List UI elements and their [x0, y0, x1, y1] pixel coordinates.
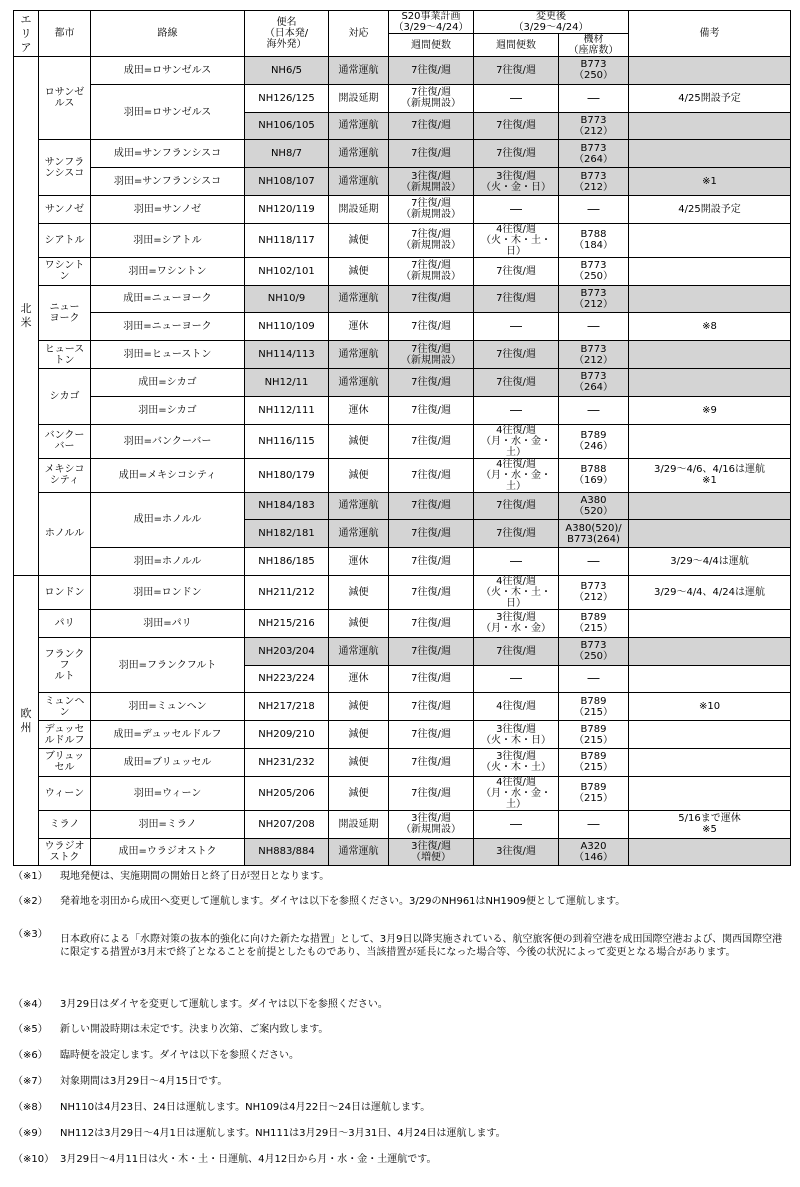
table-row	[14, 57, 791, 85]
equipment-cell: B773 （212）	[559, 168, 629, 196]
header-flight: 便名 （日本発/ 海外発）	[245, 11, 329, 57]
table-row	[14, 575, 791, 609]
city-cell: ヒュース トン	[39, 341, 91, 369]
after-weekly-cell: 7往復/週	[474, 492, 559, 520]
route-cell: 羽田=パリ	[91, 609, 245, 637]
footnote-text: 3月29日はダイヤを変更して運航します。ダイヤは以下を参照ください。	[60, 999, 388, 1010]
after-weekly-cell: ―	[474, 195, 559, 223]
action-cell: 減便	[329, 257, 389, 285]
route-cell: 羽田=ワシントン	[91, 257, 245, 285]
after-weekly-cell: 7往復/週	[474, 257, 559, 285]
footnote-text: NH112は3月29日～4月1日は運航します。NH111は3月29日～3月31日、4月24日は運航します。	[60, 1128, 506, 1139]
city-cell: フランクフ ルト	[39, 637, 91, 693]
footnote-text: 日本政府による「水際対策の抜本的強化に向けた新たな措置」として、3月9日以降実施されている、航空旅客便の到着空港を成田国際空港および、関西国際空港に限定する措置が3月末で終了となることを前提としたものであり、当該措置が延長になった場合等、今後の状況によって変更となる場合があります。	[60, 934, 783, 958]
route-cell: 羽田=サンフランシスコ	[91, 168, 245, 196]
equipment-cell: B773 （264）	[559, 368, 629, 396]
plan-weekly-cell: 7往復/週 （新規開設）	[389, 257, 474, 285]
route-cell: 羽田=サンノゼ	[91, 195, 245, 223]
route-cell: 成田=ニューヨーク	[91, 285, 245, 313]
plan-weekly-cell: 3往復/週 （増便）	[389, 838, 474, 866]
plan-weekly-cell: 7往復/週	[389, 140, 474, 168]
footnote-key: （※2）	[13, 896, 48, 907]
plan-weekly-cell: 7往復/週	[389, 721, 474, 749]
plan-weekly-cell: 7往復/週	[389, 548, 474, 576]
city-cell: ウラジオ ストク	[39, 838, 91, 866]
action-cell: 通常運航	[329, 168, 389, 196]
footnote-key: （※8）	[13, 1102, 48, 1113]
city-cell: メキシコ シティ	[39, 458, 91, 492]
plan-weekly-cell: 3往復/週 （新規開設）	[389, 810, 474, 838]
table-row	[14, 721, 791, 749]
city-cell: サンノゼ	[39, 195, 91, 223]
table-row	[14, 637, 791, 665]
footnote-text: 新しい開設時期は未定です。決まり次第、ご案内致します。	[60, 1024, 329, 1035]
action-cell: 通常運航	[329, 492, 389, 520]
after-weekly-cell: 4往復/週 （月・水・金・土）	[474, 424, 559, 458]
route-cell: 羽田=ロサンゼルス	[91, 84, 245, 140]
footnote-text: NH110は4月23日、24日は運航します。NH109は4月22日～24日は運航します。	[60, 1102, 431, 1113]
city-cell: サンフラ ンシスコ	[39, 140, 91, 196]
equipment-cell: B773 （212）	[559, 112, 629, 140]
after-weekly-cell: ―	[474, 313, 559, 341]
action-cell: 減便	[329, 575, 389, 609]
action-cell: 減便	[329, 609, 389, 637]
plan-weekly-cell: 7往復/週	[389, 285, 474, 313]
flight-cell: NH207/208	[245, 810, 329, 838]
equipment-cell: B773 （250）	[559, 57, 629, 85]
plan-weekly-cell: 7往復/週	[389, 458, 474, 492]
equipment-cell: ―	[559, 396, 629, 424]
route-cell: 羽田=ミュンヘン	[91, 693, 245, 721]
route-cell: 羽田=ロンドン	[91, 575, 245, 609]
after-weekly-cell: 7往復/週	[474, 285, 559, 313]
remarks-cell	[629, 520, 791, 548]
flight-cell: NH108/107	[245, 168, 329, 196]
remarks-cell	[629, 112, 791, 140]
table-row	[14, 776, 791, 810]
action-cell: 通常運航	[329, 368, 389, 396]
action-cell: 運休	[329, 313, 389, 341]
plan-weekly-cell: 7往復/週	[389, 520, 474, 548]
plan-weekly-cell: 7往復/週	[389, 665, 474, 693]
area-cell: 欧 州	[14, 575, 39, 865]
equipment-cell: B789 （215）	[559, 693, 629, 721]
city-cell: ワシントン	[39, 257, 91, 285]
route-cell: 成田=ホノルル	[91, 492, 245, 548]
table-row	[14, 396, 791, 424]
remarks-cell: 3/29～4/4、4/24は運航	[629, 575, 791, 609]
after-weekly-cell: ―	[474, 84, 559, 112]
action-cell: 通常運航	[329, 838, 389, 866]
flight-cell: NH12/11	[245, 368, 329, 396]
after-weekly-cell: 7往復/週	[474, 140, 559, 168]
after-weekly-cell: 3往復/週 （火・金・日）	[474, 168, 559, 196]
table-row	[14, 548, 791, 576]
action-cell: 開設延期	[329, 84, 389, 112]
footnote-key: （※7）	[13, 1076, 48, 1087]
action-cell: 開設延期	[329, 810, 389, 838]
remarks-cell	[629, 637, 791, 665]
city-cell: ミュンヘン	[39, 693, 91, 721]
remarks-cell	[629, 368, 791, 396]
route-cell: 成田=ブリュッセル	[91, 748, 245, 776]
after-weekly-cell: ―	[474, 665, 559, 693]
route-cell: 羽田=フランクフルト	[91, 637, 245, 693]
plan-weekly-cell: 7往復/週 （新規開設）	[389, 341, 474, 369]
plan-weekly-cell: 7往復/週 （新規開設）	[389, 84, 474, 112]
flight-cell: NH102/101	[245, 257, 329, 285]
action-cell: 減便	[329, 748, 389, 776]
flight-cell: NH6/5	[245, 57, 329, 85]
footnote-text: 対象期間は3月29日～4月15日です。	[60, 1076, 228, 1087]
plan-weekly-cell: 7往復/週	[389, 396, 474, 424]
action-cell: 通常運航	[329, 57, 389, 85]
table-row	[14, 313, 791, 341]
route-cell: 羽田=シアトル	[91, 223, 245, 257]
remarks-cell	[629, 838, 791, 866]
route-cell: 成田=メキシコシティ	[91, 458, 245, 492]
table-row	[14, 748, 791, 776]
header-weekly-after: 週間便数	[474, 34, 559, 57]
after-weekly-cell: 4往復/週 （月・水・金・土）	[474, 776, 559, 810]
remarks-cell	[629, 223, 791, 257]
equipment-cell: ―	[559, 313, 629, 341]
after-weekly-cell: 3往復/週 （月・水・金）	[474, 609, 559, 637]
footnote-key: （※9）	[13, 1128, 48, 1139]
remarks-cell: 3/29～4/4は運航	[629, 548, 791, 576]
flight-cell: NH118/117	[245, 223, 329, 257]
action-cell: 運休	[329, 665, 389, 693]
equipment-cell: B773 （212）	[559, 341, 629, 369]
after-weekly-cell: 7往復/週	[474, 112, 559, 140]
after-weekly-cell: 7往復/週	[474, 520, 559, 548]
flight-cell: NH112/111	[245, 396, 329, 424]
flight-cell: NH209/210	[245, 721, 329, 749]
equipment-cell: B789 （215）	[559, 721, 629, 749]
equipment-cell: B788 （184）	[559, 223, 629, 257]
table-row	[14, 693, 791, 721]
plan-weekly-cell: 7往復/週	[389, 575, 474, 609]
remarks-cell: 4/25開設予定	[629, 84, 791, 112]
remarks-cell: ※8	[629, 313, 791, 341]
footnote-key: （※3）	[13, 929, 48, 940]
route-cell: 羽田=ニューヨーク	[91, 313, 245, 341]
equipment-cell: A380 （520）	[559, 492, 629, 520]
equipment-cell: B773 （212）	[559, 575, 629, 609]
header-city: 都市	[39, 11, 91, 57]
table-row	[14, 368, 791, 396]
plan-weekly-cell: 7往復/週 （新規開設）	[389, 195, 474, 223]
remarks-cell	[629, 665, 791, 693]
footnote-key: （※10）	[13, 1154, 55, 1165]
equipment-cell: ―	[559, 84, 629, 112]
equipment-cell: B788 （169）	[559, 458, 629, 492]
footnote-text: 3月29日～4月11日は火・木・土・日運航、4月12日から月・水・金・土運航です。	[60, 1154, 437, 1165]
header-change-group: 変更後 （3/29～4/24）	[474, 11, 629, 34]
remarks-cell	[629, 776, 791, 810]
equipment-cell: B773 （212）	[559, 285, 629, 313]
action-cell: 減便	[329, 776, 389, 810]
footnote-key: （※6）	[13, 1050, 48, 1061]
city-cell: ロサンゼ ルス	[39, 57, 91, 140]
equipment-cell: A380(520)/ B773(264)	[559, 520, 629, 548]
action-cell: 通常運航	[329, 637, 389, 665]
route-cell: 成田=ウラジオストク	[91, 838, 245, 866]
table-row	[14, 609, 791, 637]
table-row	[14, 84, 791, 112]
equipment-cell: B789 （246）	[559, 424, 629, 458]
flight-cell: NH126/125	[245, 84, 329, 112]
table-row	[14, 195, 791, 223]
route-cell: 羽田=ホノルル	[91, 548, 245, 576]
area-cell: 北 米	[14, 57, 39, 576]
plan-weekly-cell: 7往復/週	[389, 609, 474, 637]
after-weekly-cell: 4往復/週 （月・水・金・土）	[474, 458, 559, 492]
action-cell: 減便	[329, 721, 389, 749]
action-cell: 通常運航	[329, 520, 389, 548]
table-row	[14, 492, 791, 520]
action-cell: 通常運航	[329, 285, 389, 313]
plan-weekly-cell: 7往復/週	[389, 313, 474, 341]
equipment-cell: B789 （215）	[559, 609, 629, 637]
remarks-cell	[629, 492, 791, 520]
header-remarks: 備考	[629, 11, 791, 57]
equipment-cell: ―	[559, 195, 629, 223]
flight-cell: NH186/185	[245, 548, 329, 576]
header-route: 路線	[91, 11, 245, 57]
action-cell: 運休	[329, 396, 389, 424]
footnote-key: （※4）	[13, 999, 48, 1010]
equipment-cell: B789 （215）	[559, 776, 629, 810]
header-equipment: 機材 （座席数）	[559, 34, 629, 57]
action-cell: 通常運航	[329, 140, 389, 168]
equipment-cell: B789 （215）	[559, 748, 629, 776]
table-row	[14, 810, 791, 838]
route-cell: 羽田=ヒューストン	[91, 341, 245, 369]
after-weekly-cell: ―	[474, 548, 559, 576]
after-weekly-cell: 7往復/週	[474, 368, 559, 396]
city-cell: バンクー バー	[39, 424, 91, 458]
footnote-key: （※5）	[13, 1024, 48, 1035]
flight-cell: NH10/9	[245, 285, 329, 313]
remarks-cell: ※1	[629, 168, 791, 196]
plan-weekly-cell: 7往復/週	[389, 693, 474, 721]
city-cell: パリ	[39, 609, 91, 637]
plan-weekly-cell: 7往復/週	[389, 368, 474, 396]
action-cell: 通常運航	[329, 112, 389, 140]
equipment-cell: ―	[559, 548, 629, 576]
action-cell: 減便	[329, 223, 389, 257]
header-area: エリア	[14, 11, 39, 57]
flight-cell: NH223/224	[245, 665, 329, 693]
footnote-text: 発着地を羽田から成田へ変更して運航します。ダイヤは以下を参照ください。3/29のNH961はNH1909便として運航します。	[60, 896, 626, 907]
after-weekly-cell: 4往復/週 （火・木・土・日）	[474, 575, 559, 609]
after-weekly-cell: 7往復/週	[474, 341, 559, 369]
after-weekly-cell: ―	[474, 396, 559, 424]
action-cell: 通常運航	[329, 341, 389, 369]
equipment-cell: A320 （146）	[559, 838, 629, 866]
flight-cell: NH211/212	[245, 575, 329, 609]
plan-weekly-cell: 3往復/週 （新規開設）	[389, 168, 474, 196]
equipment-cell: B773 （250）	[559, 637, 629, 665]
footnote-key: （※1）	[13, 871, 48, 882]
route-cell: 成田=サンフランシスコ	[91, 140, 245, 168]
table-row	[14, 168, 791, 196]
city-cell: ホノルル	[39, 492, 91, 575]
remarks-cell	[629, 748, 791, 776]
equipment-cell: ―	[559, 810, 629, 838]
header-weekly-plan: 週間便数	[389, 34, 474, 57]
route-cell: 羽田=シカゴ	[91, 396, 245, 424]
header-action: 対応	[329, 11, 389, 57]
table-row	[14, 223, 791, 257]
after-weekly-cell: 7往復/週	[474, 637, 559, 665]
after-weekly-cell: 3往復/週 （火・木・日）	[474, 721, 559, 749]
after-weekly-cell: 3往復/週	[474, 838, 559, 866]
after-weekly-cell: 4往復/週 （火・木・土・日）	[474, 223, 559, 257]
plan-weekly-cell: 7往復/週	[389, 57, 474, 85]
table-row	[14, 458, 791, 492]
equipment-cell: B773 （264）	[559, 140, 629, 168]
plan-weekly-cell: 7往復/週 （新規開設）	[389, 223, 474, 257]
flight-cell: NH114/113	[245, 341, 329, 369]
table-row	[14, 285, 791, 313]
flight-cell: NH116/115	[245, 424, 329, 458]
remarks-cell	[629, 140, 791, 168]
flight-cell: NH106/105	[245, 112, 329, 140]
action-cell: 減便	[329, 424, 389, 458]
plan-weekly-cell: 7往復/週	[389, 112, 474, 140]
remarks-cell: ※10	[629, 693, 791, 721]
equipment-cell: B773 （250）	[559, 257, 629, 285]
action-cell: 運休	[329, 548, 389, 576]
remarks-cell: 3/29～4/6、4/16は運航 ※1	[629, 458, 791, 492]
after-weekly-cell: 4往復/週	[474, 693, 559, 721]
table-row	[14, 838, 791, 866]
city-cell: シカゴ	[39, 368, 91, 424]
flight-cell: NH215/216	[245, 609, 329, 637]
footnote-text: 臨時便を設定します。ダイヤは以下を参照ください。	[60, 1050, 299, 1061]
remarks-cell	[629, 285, 791, 313]
city-cell: ブリュッ セル	[39, 748, 91, 776]
remarks-cell	[629, 424, 791, 458]
route-cell: 羽田=ミラノ	[91, 810, 245, 838]
remarks-cell: 4/25開設予定	[629, 195, 791, 223]
flight-cell: NH205/206	[245, 776, 329, 810]
city-cell: ニュー ヨーク	[39, 285, 91, 341]
route-cell: 成田=シカゴ	[91, 368, 245, 396]
plan-weekly-cell: 7往復/週	[389, 776, 474, 810]
action-cell: 開設延期	[329, 195, 389, 223]
plan-weekly-cell: 7往復/週	[389, 637, 474, 665]
remarks-cell	[629, 257, 791, 285]
after-weekly-cell: ―	[474, 810, 559, 838]
city-cell: シアトル	[39, 223, 91, 257]
city-cell: デュッセ ルドルフ	[39, 721, 91, 749]
flight-cell: NH180/179	[245, 458, 329, 492]
table-row	[14, 341, 791, 369]
footnote-text: 現地発便は、実施期間の開始日と終了日が翌日となります。	[60, 871, 330, 882]
table-row	[14, 257, 791, 285]
flight-cell: NH184/183	[245, 492, 329, 520]
remarks-cell: ※9	[629, 396, 791, 424]
route-cell: 成田=デュッセルドルフ	[91, 721, 245, 749]
route-cell: 羽田=ウィーン	[91, 776, 245, 810]
remarks-cell	[629, 341, 791, 369]
remarks-cell	[629, 721, 791, 749]
remarks-cell	[629, 609, 791, 637]
plan-weekly-cell: 7往復/週	[389, 492, 474, 520]
remarks-cell	[629, 57, 791, 85]
remarks-cell: 5/16まで運休 ※5	[629, 810, 791, 838]
flight-cell: NH8/7	[245, 140, 329, 168]
city-cell: ウィーン	[39, 776, 91, 810]
after-weekly-cell: 7往復/週	[474, 57, 559, 85]
route-cell: 羽田=バンクーバー	[91, 424, 245, 458]
after-weekly-cell: 3往復/週 （火・木・土）	[474, 748, 559, 776]
schedule-body	[14, 57, 791, 866]
action-cell: 減便	[329, 458, 389, 492]
city-cell: ロンドン	[39, 575, 91, 609]
plan-weekly-cell: 7往復/週	[389, 748, 474, 776]
table-row	[14, 140, 791, 168]
flight-cell: NH231/232	[245, 748, 329, 776]
table-row	[14, 424, 791, 458]
flight-cell: NH182/181	[245, 520, 329, 548]
plan-weekly-cell: 7往復/週	[389, 424, 474, 458]
route-cell: 成田=ロサンゼルス	[91, 57, 245, 85]
header-plan-group: S20事業計画 （3/29～4/24）	[389, 11, 474, 34]
flight-cell: NH110/109	[245, 313, 329, 341]
city-cell: ミラノ	[39, 810, 91, 838]
flight-cell: NH217/218	[245, 693, 329, 721]
equipment-cell: ―	[559, 665, 629, 693]
flight-cell: NH883/884	[245, 838, 329, 866]
flight-cell: NH203/204	[245, 637, 329, 665]
flight-cell: NH120/119	[245, 195, 329, 223]
action-cell: 減便	[329, 693, 389, 721]
flight-schedule-table	[13, 10, 791, 866]
